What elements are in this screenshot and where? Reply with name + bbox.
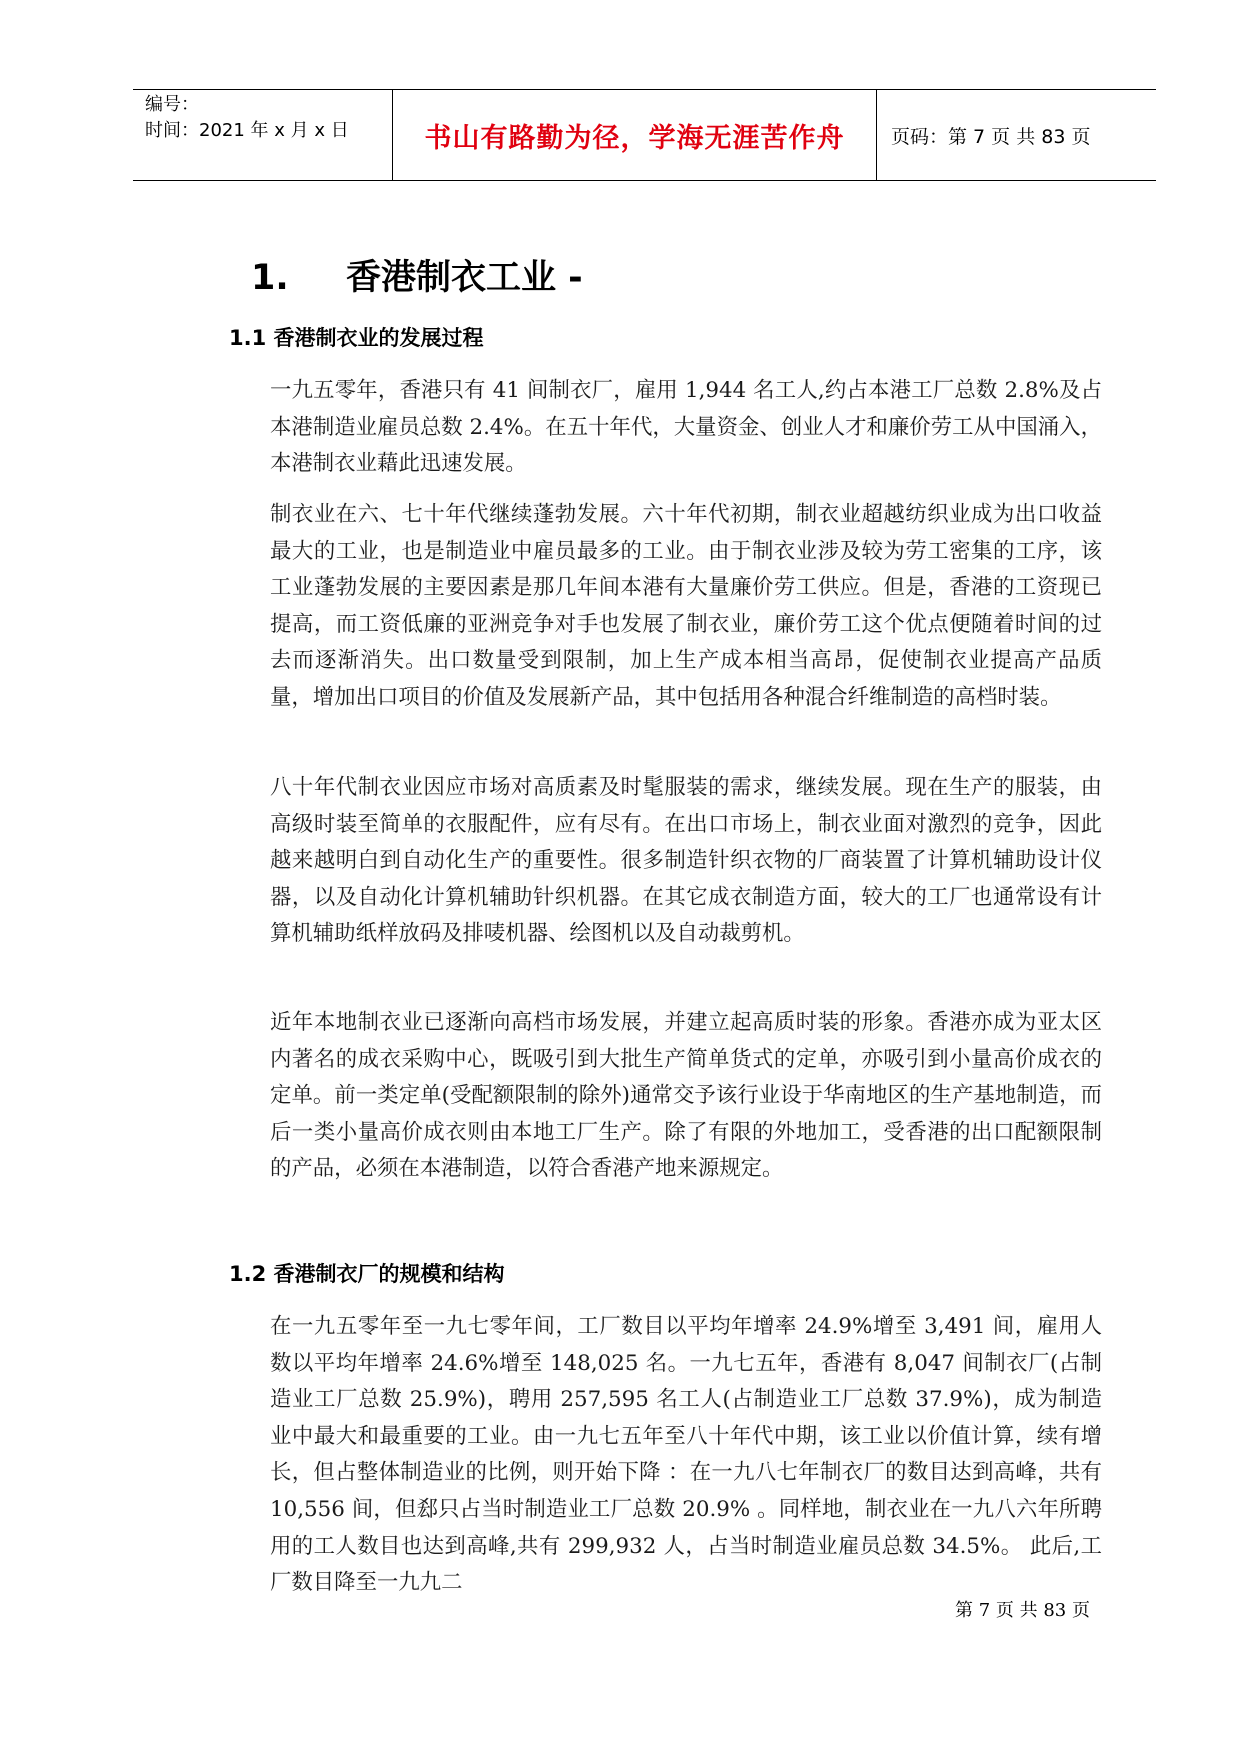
- document-time-label: 时间：2021 年 x 月 x 日: [145, 120, 349, 141]
- section-1-1-paragraph-2: 制衣业在六、七十年代继续蓬勃发展。六十年代初期，制衣业超越纺织业成为出口收益最大的工业，也是制造业中雇员最多的工业。由于制衣业涉及较为劳工密集的工序，该工业蓬勃发展的主要因素是那几年间本港有大量廉价劳工供应。但是，香港的工资现已提高，而工资低廉的亚洲竞争对手也发展了制衣业，廉价劳工这个优点便随着时间的过去而逐渐消失。出口数量受到限制，加上生产成本相当高昂，促使制衣业提高产品质量，增加出口项目的价值及发展新产品，其中包括用各种混合纤维制造的高档时装。: [270, 502, 1102, 710]
- page-footer: 第 7 页 共 83 页: [955, 1600, 1090, 1621]
- document-number-label: 编号：: [145, 94, 199, 115]
- header-meta-cell: [133, 90, 393, 180]
- section-heading-1-2: 1.2 香港制衣厂的规模和结构: [229, 1262, 505, 1286]
- header-page-cell: [877, 90, 1156, 180]
- chapter-number: 1.: [251, 258, 289, 298]
- section-1-1-paragraph-4: 近年本地制衣业已逐渐向高档市场发展，并建立起高质时装的形象。香港亦成为亚太区内著名的成衣采购中心，既吸引到大批生产简单货式的定单，亦吸引到小量高价成衣的定单。前一类定单(受配额限制的除外)通常交予该行业设于华南地区的生产基地制造，而后一类小量高价成衣则由本地工厂生产。除了有限的外地加工，受香港的出口配额限制的产品，必须在本港制造，以符合香港产地来源规定。: [270, 1010, 1102, 1182]
- header-motto: 书山有路勤为径，学海无涯苦作舟: [424, 122, 845, 154]
- header-motto-cell: [393, 90, 877, 180]
- section-1-1-paragraph-3: 八十年代制衣业因应市场对高质素及时髦服装的需求，继续发展。现在生产的服装，由高级时装至简单的衣服配件，应有尽有。在出口市场上，制衣业面对激烈的竞争，因此越来越明白到自动化生产的重要性。很多制造针织衣物的厂商装置了计算机辅助设计仪器，以及自动化计算机辅助针织机器。在其它成衣制造方面，较大的工厂也通常设有计算机辅助纸样放码及排唛机器、绘图机以及自动裁剪机。: [270, 775, 1102, 947]
- chapter-heading: [251, 250, 583, 300]
- section-1-1-paragraph-1: 一九五零年，香港只有 41 间制衣厂，雇用 1,944 名工人,约占本港工厂总数 2.8%及占本港制造业雇员总数 2.4%。在五十年代，大量资金、创业人才和廉价劳工从中国涌入，本港制衣业藉此迅速发展。: [270, 378, 1102, 477]
- chapter-title: 香港制衣工业 -: [346, 258, 583, 298]
- document-header: [133, 89, 1156, 181]
- header-page-code: 页码：第 7 页 共 83 页: [891, 125, 1091, 148]
- section-heading-1-1: 1.1 香港制衣业的发展过程: [229, 326, 484, 350]
- section-1-2-paragraph-1: 在一九五零年至一九七零年间，工厂数目以平均年增率 24.9%增至 3,491 间，雇用人数以平均年增率 24.6%增至 148,025 名。一九七五年，香港有 8,047 间制衣厂(占制造业工厂总数 25.9%)，聘用 257,595 名工人(占制造业工厂总数 37.9%)，成为制造业中最大和最重要的工业。由一九七五年至八十年代中期，该工业以价值计算，续有增长，但占整体制造业的比例，则开始下降 ：在一九八七年制衣厂的数目达到高峰，共有 10,556 间，但郄只占当时制造业工厂总数 20.9% 。同样地，制衣业在一九八六年所聘用的工人数目也达到高峰,共有 299,932 人，占当时制造业雇员总数 34.5%。 此后,工厂数目降至一九九二: [270, 1314, 1102, 1596]
